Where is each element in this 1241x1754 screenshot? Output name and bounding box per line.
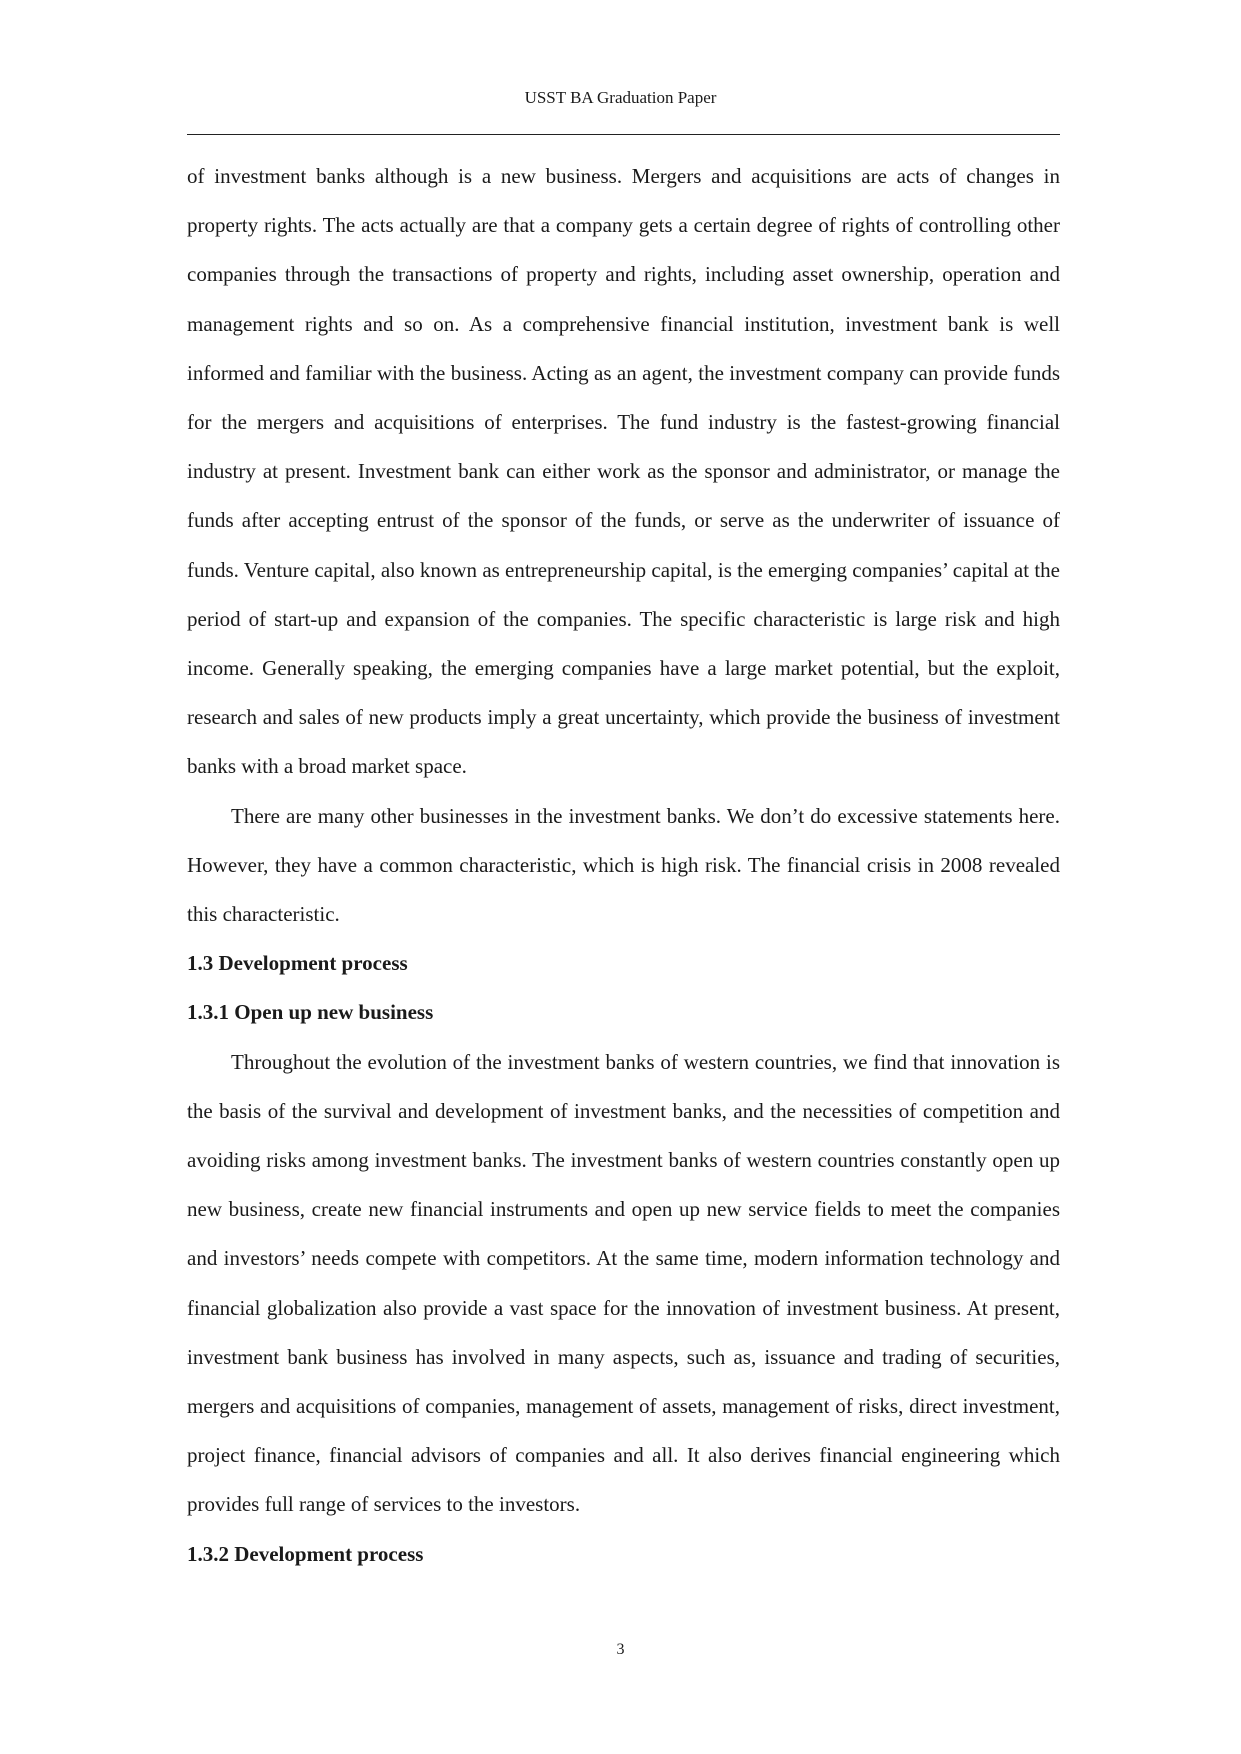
paragraph: There are many other businesses in the investment banks. We don’t do excessive statements here. However, they have a common characteristic, which is high risk. The financial crisis in 2008 revealed this characteristic. [187, 803, 1060, 927]
paragraph: of investment banks although is a new business. Mergers and acquisitions are acts of changes in property rights. The acts actually are that a company gets a certain degree of rights of controlling other companies through the transactions of property and rights, including asset ownership, operation and management rights and so on. As a comprehensive financial institution, investment bank is well informed and familiar with the business. Acting as an agent, the investment company can provide funds for the mergers and acquisitions of enterprises. The fund industry is the fastest-growing financial industry at present. Investment bank can either work as the sponsor and administrator, or manage the funds after accepting entrust of the sponsor of the funds, or serve as the underwriter of issuance of funds. Venture capital, also known as entrepreneurship capital, is the emerging companies’ capital at the period of start-up and expansion of the companies. The specific characteristic is large risk and high income. Generally speaking, the emerging companies have a large market potential, but the exploit, research and sales of new products imply a great uncertainty, which provide the business of investment banks with a broad market space. [187, 164, 1060, 779]
paragraph: Throughout the evolution of the investment banks of western countries, we find that innovation is the basis of the survival and development of investment banks, and the necessities of competition and avoiding risks among investment banks. The investment banks of western countries constantly open up new business, create new financial instruments and open up new service fields to meet the companies and investors’ needs compete with competitors. At the same time, modern information technology and financial globalization also provide a vast space for the innovation of investment business. At present, investment bank business has involved in many aspects, such as, issuance and trading of securities, mergers and acquisitions of companies, management of assets, management of risks, direct investment, project finance, financial advisors of companies and all. It also derives financial engineering which provides full range of services to the investors. [187, 1049, 1060, 1517]
page-number: 3 [616, 1641, 625, 1658]
section-heading: 1.3 Development process [187, 951, 408, 976]
running-header: USST BA Graduation Paper [524, 88, 717, 107]
body-text [187, 152, 1060, 1579]
header-divider [187, 134, 1060, 135]
subsection-heading: 1.3.2 Development process [187, 1541, 424, 1566]
subsection-heading: 1.3.1 Open up new business [187, 1000, 434, 1025]
